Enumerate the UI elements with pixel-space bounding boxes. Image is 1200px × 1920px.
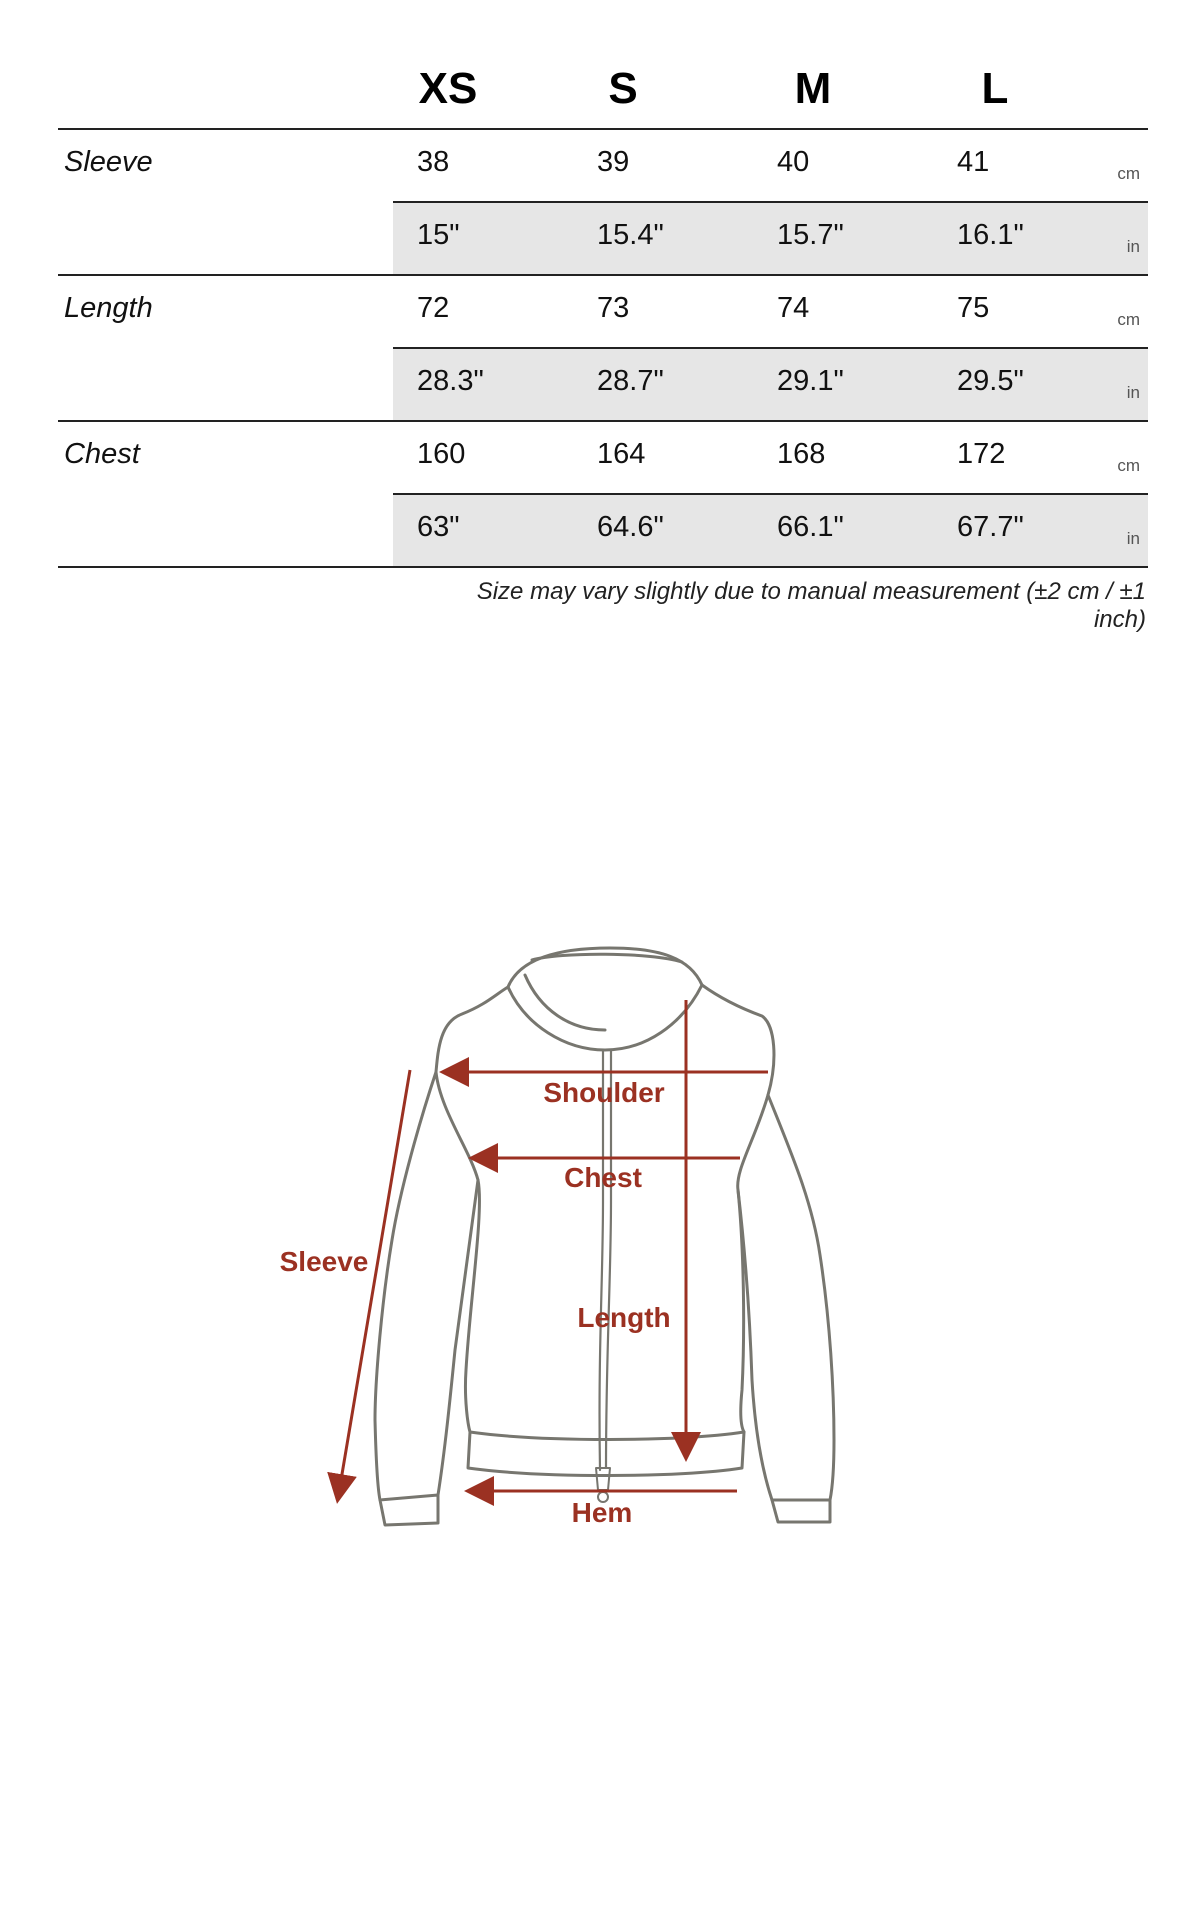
sleeve-label: Sleeve: [279, 1246, 369, 1277]
inch-value: 16.1": [957, 219, 1024, 251]
measurement-group-chest: [58, 422, 1148, 568]
size-s-header: S: [608, 64, 638, 113]
hoodie-outline: [375, 948, 834, 1525]
measurement-label: Chest: [64, 438, 140, 470]
measurement-group-length: [58, 276, 1148, 422]
inch-value: 64.6": [597, 511, 664, 543]
unit-label: in: [1126, 383, 1140, 402]
cm-value: 164: [597, 438, 646, 470]
cm-value: 74: [777, 292, 810, 324]
unit-label: cm: [1117, 310, 1140, 329]
unit-label: in: [1126, 529, 1140, 548]
inch-value: 15.4": [597, 219, 664, 251]
inch-value: 15.7": [777, 219, 844, 251]
inch-row: [393, 203, 1148, 274]
measurement-arrows: [338, 1000, 768, 1498]
inch-value: 29.1": [777, 365, 844, 397]
cm-value: 41: [957, 146, 990, 178]
size-header-row: [58, 58, 1148, 130]
unit-label: in: [1126, 237, 1140, 256]
hoodie-measurement-diagram: [0, 900, 1200, 1660]
inch-value: 29.5": [957, 365, 1024, 397]
measurement-note: Size may vary slightly due to manual measurement (±2 cm / ±1 inch): [476, 578, 1146, 633]
chest-label: Chest: [564, 1162, 642, 1193]
cm-value: 72: [417, 292, 450, 324]
inch-value: 28.7": [597, 365, 664, 397]
hem-label: Hem: [571, 1497, 633, 1528]
cm-row: [393, 276, 1148, 349]
unit-label: cm: [1117, 164, 1140, 183]
inch-value: 28.3": [417, 365, 484, 397]
cm-value: 73: [597, 292, 630, 324]
cm-row: [393, 130, 1148, 203]
inch-row: [393, 349, 1148, 420]
measurement-group-sleeve: [58, 130, 1148, 276]
cm-value: 172: [957, 438, 1006, 470]
unit-label: cm: [1117, 456, 1140, 475]
shoulder-label: Shoulder: [543, 1077, 665, 1108]
size-xs-header: XS: [418, 64, 478, 113]
measurement-label: Sleeve: [64, 146, 153, 178]
cm-value: 75: [957, 292, 990, 324]
measurement-label: Length: [64, 292, 153, 324]
inch-value: 66.1": [777, 511, 844, 543]
length-label: Length: [577, 1302, 671, 1333]
inch-value: 63": [417, 511, 460, 543]
cm-value: 168: [777, 438, 826, 470]
cm-value: 39: [597, 146, 630, 178]
size-m-header: M: [794, 64, 832, 113]
cm-value: 38: [417, 146, 450, 178]
inch-row: [393, 495, 1148, 566]
inch-value: 67.7": [957, 511, 1024, 543]
inch-value: 15": [417, 219, 460, 251]
size-chart-table: [58, 58, 1148, 568]
cm-value: 40: [777, 146, 810, 178]
cm-row: [393, 422, 1148, 495]
cm-value: 160: [417, 438, 466, 470]
size-l-header: L: [981, 64, 1009, 113]
